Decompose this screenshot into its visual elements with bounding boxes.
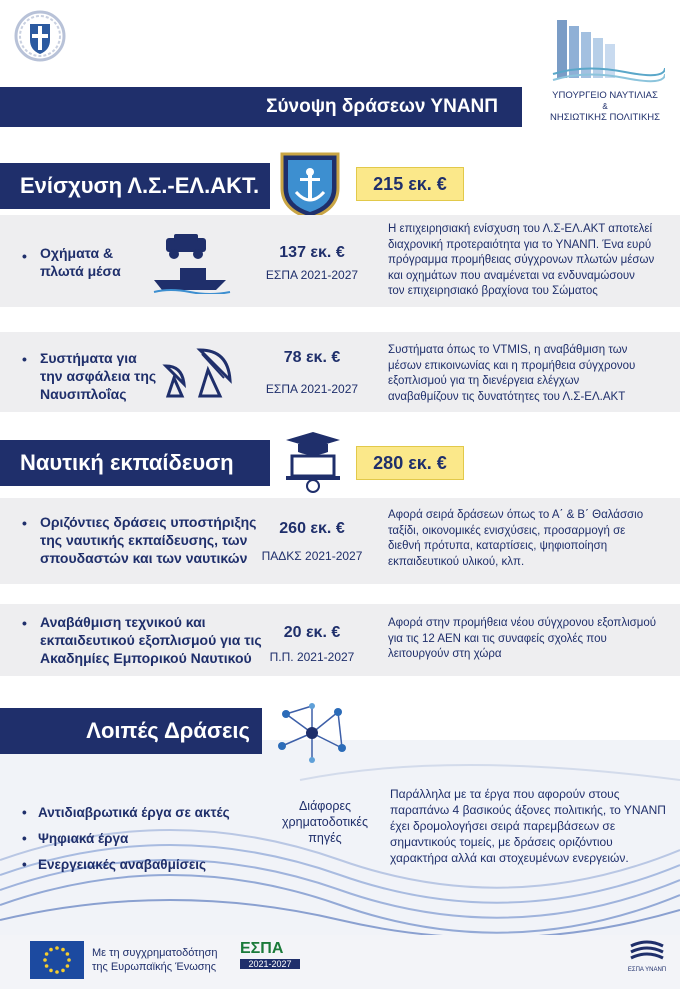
item-equipment-title-l2: εκπαιδευτικού εξοπλισμού για τις	[40, 632, 262, 648]
item-safety-title-l3: Ναυσιπλοΐας	[40, 386, 127, 402]
item-vehicles-desc-l5: τον επιχειρησιακό βραχίονα του Σώματος	[388, 285, 598, 297]
ynanp-footer-logo	[622, 940, 672, 984]
funding-l2: χρηματοδοτικές	[281, 815, 369, 829]
item-equipment-desc-l3: λειτουργούν στη χώρα	[388, 648, 502, 660]
espa-years: 2021-2027	[240, 959, 300, 969]
section1-title: Ενίσχυση Λ.Σ.-ΕΛ.ΑΚΤ.	[20, 173, 260, 198]
section2-title-bar	[0, 440, 270, 486]
item-horizontal-amount: 260 εκ. €	[279, 520, 345, 537]
other-desc-l3: έχει δρομολογήσει σειρά παρεμβάσεων σε	[390, 819, 616, 833]
funding-l1: Διάφορες	[298, 799, 352, 813]
item-safety-desc-l3: εξοπλισμού για τη διενέργεια ελέγχων	[388, 375, 580, 387]
item-equipment-title-l1: Αναβάθμιση τεχνικού και	[40, 614, 206, 630]
graduation-laptop-icon	[278, 430, 348, 494]
item-safety-desc-l2: μέσων επικοινωνίας και η προμήθεια σύγχρονου	[388, 359, 636, 372]
funding-l3: πηγές	[308, 831, 342, 845]
section1-title-bar	[0, 163, 270, 209]
item-safety-amount: 78 εκ. €	[283, 349, 341, 366]
bullet: •	[22, 351, 27, 367]
eu-cofunding-l1: Με τη συγχρηματοδότηση	[92, 947, 218, 959]
item-vehicles-desc-l4: και οχημάτων που αναμένεται να ενδυναμώσουν	[388, 269, 635, 282]
espa-small: ΕΣΠΑ ΥΝΑΝΠ	[627, 967, 667, 973]
satellite-dish-icon	[160, 340, 242, 400]
item-equipment-program: Π.Π. 2021-2027	[269, 650, 355, 664]
bullet: •	[22, 857, 27, 872]
ministry-name-amp: &	[602, 102, 608, 111]
coast-guard-badge-icon	[276, 150, 344, 220]
section2-amount	[356, 446, 464, 480]
other-desc-l2: παραπάνω 4 βασικούς άξονες πολιτικής, το ΥΝΑΝΠ	[390, 803, 666, 817]
header-bar	[0, 87, 522, 127]
other-item-digital-text: Ψηφιακά έργα	[38, 831, 129, 846]
item-horizontal-desc-l3: διεθνή πρότυπα, καταρτίσεις, ψηφιοποίηση	[388, 540, 608, 552]
bullet: •	[22, 615, 27, 631]
item-horizontal-program: ΠΑΔΚΣ 2021-2027	[261, 549, 363, 563]
item-horizontal-title-l3: σπουδαστών και των ναυτικών	[40, 550, 248, 566]
vehicles-boat-icon	[150, 232, 232, 294]
item-vehicles-desc-l3: πρόγραμμα προμήθειας σύγχρονων πλωτών μέσων	[388, 254, 655, 266]
section3-title-bar	[0, 708, 262, 754]
other-item-digital	[22, 826, 230, 852]
item-horizontal-title-l1: Οριζόντιες δράσεις υποστήριξης	[40, 514, 257, 530]
item-horizontal-desc-l1: Αφορά σειρά δράσεων όπως το Α΄ & Β΄ Θαλάσσιο	[388, 509, 644, 521]
espa-title: ΕΣΠΑ	[240, 940, 284, 957]
item-equipment-desc-l2: για τις 12 ΑΕΝ και τις συναφείς σχολές που	[388, 632, 607, 645]
section2-amount-text: 280 εκ. €	[373, 452, 447, 473]
item-equipment-amount: 20 εκ. €	[283, 624, 341, 641]
eu-cofunding-l2: της Ευρωπαϊκής Ένωσης	[92, 961, 216, 973]
bullet: •	[22, 831, 27, 846]
section3-title: Λοιπές Δράσεις	[86, 718, 250, 743]
bullet: •	[22, 805, 27, 820]
other-item-coastal-text: Αντιδιαβρωτικά έργα σε ακτές	[38, 805, 230, 820]
network-icon	[272, 700, 352, 766]
other-item-coastal	[22, 800, 230, 826]
section2-title: Ναυτική εκπαίδευση	[20, 450, 234, 475]
item-horizontal-title-l2: της ναυτικής εκπαίδευσης, των	[40, 532, 248, 548]
item-horizontal-desc-l4: εκπαιδευτικού υλικού, κλπ.	[388, 555, 525, 568]
item-vehicles-program: ΕΣΠΑ 2021-2027	[265, 268, 359, 282]
other-item-energy-text: Ενεργειακές αναβαθμίσεις	[38, 857, 206, 872]
bullet: •	[22, 515, 27, 531]
item-horizontal-desc-l2: ταξίδι, οικονομικές ενισχύσεις, προσαρμογή σε	[388, 524, 626, 537]
other-desc-l4: σημαντικούς τομείς, με δράσεις οριζόντιου	[390, 835, 613, 849]
item-vehicles-title-l1: Οχήματα &	[40, 245, 114, 261]
section1-amount	[356, 167, 464, 201]
item-equipment-title-l3: Ακαδημίες Εμπορικού Ναυτικού	[40, 650, 252, 666]
ministry-name-line1: ΥΠΟΥΡΓΕΙΟ ΝΑΥΤΙΛΙΑΣ	[552, 90, 658, 101]
item-safety-desc-l4: αναβαθμίζουν τις δυνατότητες του Λ.Σ-ΕΛ.ΑΚΤ	[388, 390, 626, 403]
bullet: •	[22, 248, 27, 264]
page-title: Σύνοψη δράσεων ΥΝΑΝΠ	[266, 96, 498, 117]
item-vehicles-desc-l2: διαχρονική προτεραιότητα για το ΥΝΑΝΠ. Ένα ευρύ	[388, 238, 652, 251]
item-safety-title-l1: Συστήματα για	[40, 350, 137, 366]
item-safety-desc-l1: Συστήματα όπως το VTMIS, η αναβάθμιση των	[388, 344, 628, 356]
ministry-name-line2: ΝΗΣΙΩΤΙΚΗΣ ΠΟΛΙΤΙΚΗΣ	[549, 112, 661, 123]
other-desc-l5: χαρακτήρα αλλά και στοχευμένων ενεργειών.	[390, 851, 629, 865]
eu-flag-icon	[30, 941, 84, 979]
ministry-logo	[545, 14, 665, 84]
item-vehicles-title-l2: πλωτά μέσα	[40, 263, 121, 279]
other-desc-l1: Παράλληλα με τα έργα που αφορούν στους	[390, 787, 620, 801]
item-vehicles-desc-l1: Η επιχειρησιακή ενίσχυση του Λ.Σ-ΕΛ.ΑΚΤ αποτελεί	[388, 223, 653, 235]
item-safety-program: ΕΣΠΑ 2021-2027	[265, 382, 359, 396]
item-equipment-desc-l1: Αφορά στην προμήθεια νέου σύγχρονου εξοπλισμού	[388, 617, 657, 629]
greek-emblem	[14, 10, 66, 62]
item-vehicles-amount: 137 εκ. €	[279, 244, 345, 261]
section1-amount-text: 215 εκ. €	[373, 173, 447, 194]
item-safety-title-l2: την ασφάλεια της	[40, 368, 157, 384]
espa-logo	[240, 940, 300, 982]
other-item-energy	[22, 852, 230, 878]
